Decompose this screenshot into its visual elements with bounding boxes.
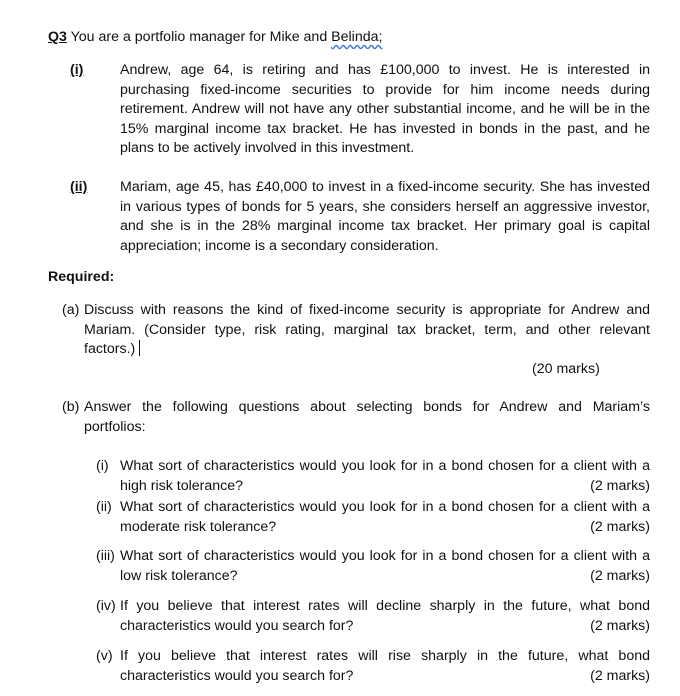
question-number: Q3 bbox=[48, 29, 67, 45]
case-text bbox=[120, 178, 650, 256]
question-intro: You are a portfolio manager for Mike and bbox=[70, 29, 328, 45]
case-line: in various types of bonds for 5 years, she considers herself an aggressive investor, bbox=[120, 198, 650, 215]
sub-question-number: (v) bbox=[96, 648, 113, 664]
sub-question-line: moderate risk tolerance? bbox=[120, 518, 277, 535]
sub-question bbox=[96, 597, 650, 637]
sub-question-line: characteristics would you search for? bbox=[120, 667, 354, 684]
case-line: and she is in the 28% marginal income tax bracket. Her primary goal is capital bbox=[120, 218, 650, 234]
part-b-line: portfolios: bbox=[84, 418, 146, 435]
part-b-line: Answer the following questions about selecting bonds for Andrew and Mariam’s bbox=[84, 399, 650, 415]
case-line: retirement. Andrew will not have any other substantial income, and he will be in the bbox=[120, 101, 650, 117]
sub-question-number: (ii) bbox=[96, 499, 112, 515]
case-label: (i) bbox=[70, 62, 84, 78]
sub-question-marks: (2 marks) bbox=[590, 667, 650, 684]
required-heading: Required: bbox=[48, 269, 115, 285]
part-a-line: Mariam. (Consider type, risk rating, marginal tax bracket, term, and other relevant bbox=[84, 321, 650, 338]
sub-question bbox=[96, 498, 650, 538]
sub-question-number: (i) bbox=[96, 458, 109, 474]
case-text bbox=[120, 61, 650, 159]
case-line: plans to be actively involved in this investment. bbox=[120, 140, 415, 156]
part-a-line: Discuss with reasons the kind of fixed-income security is appropriate for Andrew and bbox=[84, 302, 650, 318]
sub-question-line: characteristics would you search for? bbox=[120, 617, 354, 634]
sub-question-line: low risk tolerance? bbox=[120, 567, 238, 584]
sub-question-marks: (2 marks) bbox=[590, 617, 650, 634]
case-label: (ii) bbox=[70, 179, 88, 195]
sub-question bbox=[96, 647, 650, 687]
part-a-text bbox=[84, 301, 650, 360]
part-b-text bbox=[84, 398, 650, 437]
part-a-marks: (20 marks) bbox=[532, 361, 600, 377]
part-b-label: (b) bbox=[62, 399, 80, 415]
sub-question-line: What sort of characteristics would you look for in a bond chosen for a client with a bbox=[120, 548, 650, 564]
part-a-label: (a) bbox=[62, 302, 80, 318]
sub-question-line: What sort of characteristics would you look for in a bond chosen for a client with a bbox=[120, 499, 650, 515]
text-cursor bbox=[139, 340, 140, 356]
question-names: Belinda; bbox=[331, 29, 383, 45]
question-heading bbox=[48, 28, 382, 48]
sub-question-line: What sort of characteristics would you look for in a bond chosen for a client with a bbox=[120, 458, 650, 474]
sub-question-marks: (2 marks) bbox=[590, 518, 650, 535]
sub-question-line: high risk tolerance? bbox=[120, 477, 244, 494]
part-a-line: factors.) bbox=[84, 341, 136, 357]
sub-question-line: If you believe that interest rates will decline sharply in the future, what bond bbox=[120, 598, 650, 614]
sub-question bbox=[96, 547, 650, 587]
sub-question-number: (iii) bbox=[96, 548, 115, 564]
case-line: appreciation; income is a secondary consideration. bbox=[120, 237, 439, 254]
sub-question-marks: (2 marks) bbox=[590, 477, 650, 494]
case-line: purchasing fixed-income securities to provide for him income needs during bbox=[120, 81, 650, 98]
sub-question-marks: (2 marks) bbox=[590, 567, 650, 584]
sub-question bbox=[96, 457, 650, 497]
sub-question-number: (iv) bbox=[96, 598, 116, 614]
case-line: 15% marginal income tax bracket. He has invested in bonds in the past, and he bbox=[120, 120, 650, 137]
sub-question-line: If you believe that interest rates will rise sharply in the future, what bond bbox=[120, 648, 650, 664]
case-line: Andrew, age 64, is retiring and has £100,000 to invest. He is interested in bbox=[120, 62, 650, 78]
case-line: Mariam, age 45, has £40,000 to invest in a fixed-income security. She has invested bbox=[120, 179, 650, 195]
